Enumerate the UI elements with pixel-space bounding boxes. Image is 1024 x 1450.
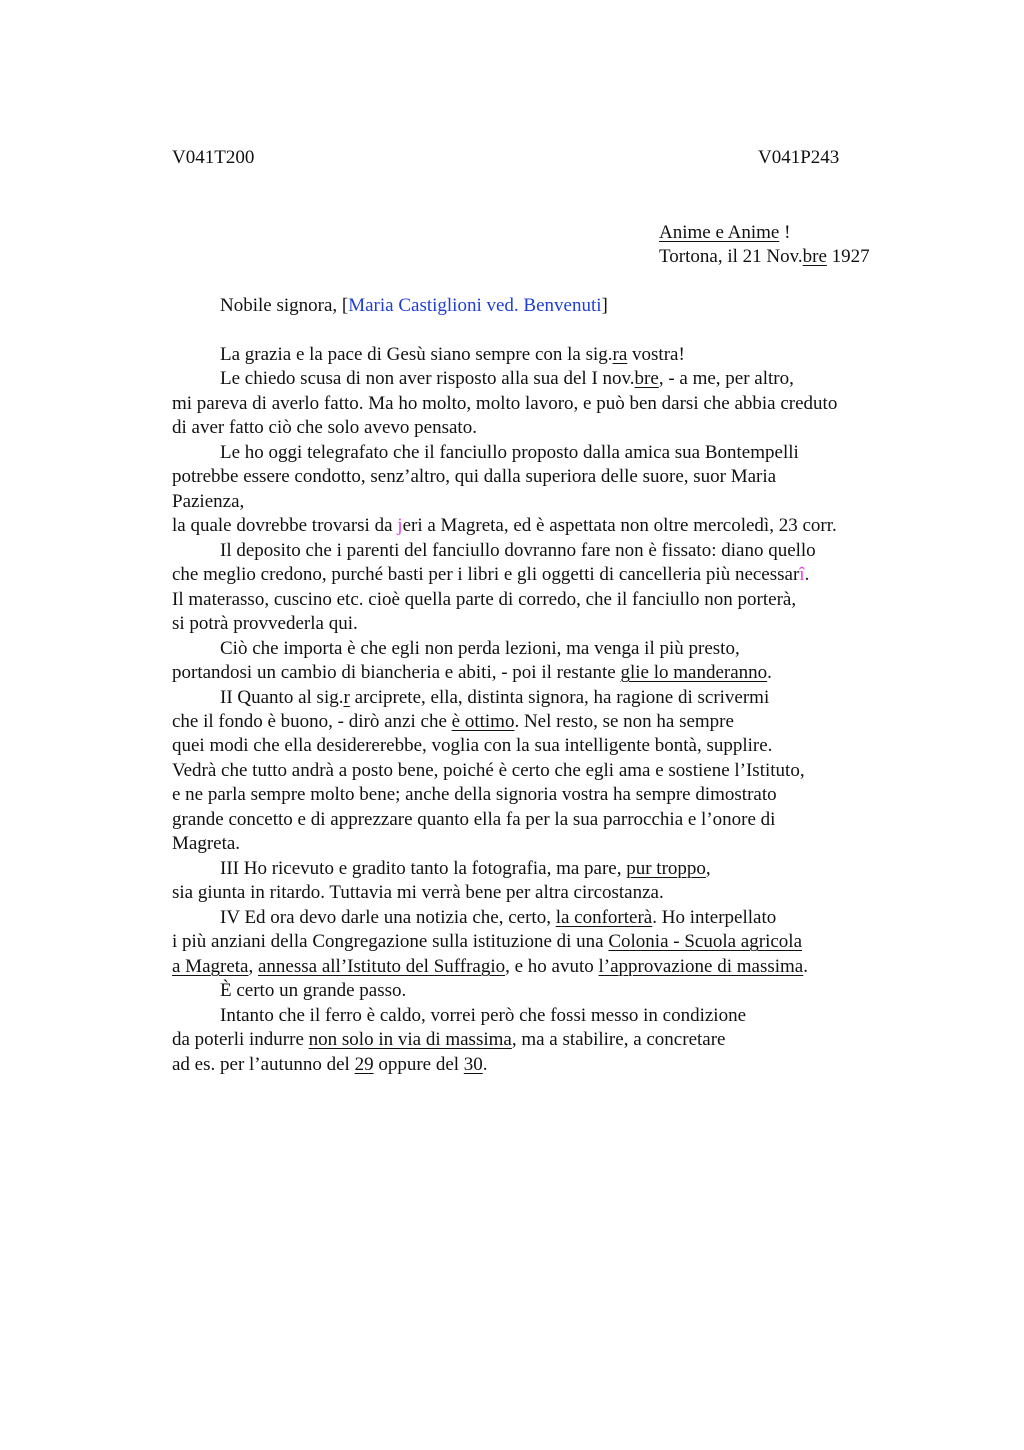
body-line: È certo un grande passo. (220, 980, 407, 1001)
body-line: III Ho ricevuto e gradito tanto la fotografia, ma pare, pur troppo, (220, 858, 711, 879)
body-line: portandosi un cambio di biancheria e abiti, - poi il restante glie lo manderanno. (172, 662, 772, 683)
letter-heading: Anime e Anime ! (659, 222, 791, 243)
salutation: Nobile signora, [Maria Castiglioni ved. Benvenuti] (220, 295, 608, 316)
body-line: che il fondo è buono, - dirò anzi che è ottimo. Nel resto, se non ha sempre (172, 711, 734, 732)
place-date: Tortona, il 21 Nov.bre 1927 (659, 246, 870, 267)
heading-title: Anime e Anime (659, 222, 780, 243)
body-line: Vedrà che tutto andrà a posto bene, poiché è certo che egli ama e sostiene l’Istituto, (172, 760, 805, 781)
body-line: e ne parla sempre molto bene; anche della signoria vostra ha sempre dimostrato (172, 784, 777, 805)
body-line: i più anziani della Congregazione sulla istituzione di una Colonia - Scuola agricola (172, 931, 802, 952)
body-line: mi pareva di averlo fatto. Ma ho molto, molto lavoro, e può ben darsi che abbia creduto (172, 393, 838, 414)
body-line: sia giunta in ritardo. Tuttavia mi verrà bene per altra circostanza. (172, 882, 664, 903)
document-code-left: V041T200 (172, 147, 255, 168)
body-line: a Magreta, annessa all’Istituto del Suffragio, e ho avuto l’approvazione di massima. (172, 956, 808, 977)
body-line: Le ho oggi telegrafato che il fanciullo proposto dalla amica sua Bontempelli (220, 442, 799, 463)
body-line: Il deposito che i parenti del fanciullo dovranno fare non è fissato: diano quello (220, 540, 816, 561)
body-line: da poterli indurre non solo in via di massima, ma a stabilire, a concretare (172, 1029, 726, 1050)
body-line: Intanto che il ferro è caldo, vorrei però che fossi messo in condizione (220, 1005, 747, 1026)
correction-mark: î (799, 564, 805, 585)
body-line: di aver fatto ciò che solo avevo pensato. (172, 417, 477, 438)
body-line: Le chiedo scusa di non aver risposto alla sua del I nov.bre, - a me, per altro, (220, 368, 794, 389)
body-line: quei modi che ella desidererebbe, voglia con la sua intelligente bontà, supplire. (172, 735, 773, 756)
document-code-right: V041P243 (758, 147, 840, 168)
body-line: Pazienza, (172, 491, 245, 512)
body-line: la quale dovrebbe trovarsi da jeri a Magreta, ed è aspettata non oltre mercoledì, 23 corr. (172, 515, 837, 536)
body-line: Il materasso, cuscino etc. cioè quella parte di corredo, che il fanciullo non porterà, (172, 589, 797, 610)
body-line: si potrà provvederla qui. (172, 613, 358, 634)
correction-mark: j (397, 515, 403, 536)
body-line: La grazia e la pace di Gesù siano sempre con la sig.ra vostra! (220, 344, 685, 365)
body-line: II Quanto al sig.r arciprete, ella, distinta signora, ha ragione di scrivermi (220, 687, 770, 708)
body-line: Magreta. (172, 833, 241, 854)
body-line: ad es. per l’autunno del 29 oppure del 30. (172, 1054, 488, 1075)
body-line: che meglio credono, purché basti per i libri e gli oggetti di cancelleria più necessarî. (172, 564, 810, 585)
body-line: Ciò che importa è che egli non perda lezioni, ma venga il più presto, (220, 638, 740, 659)
body-line: potrebbe essere condotto, senz’altro, qui dalla superiora delle suore, suor Maria (172, 466, 777, 487)
body-line: IV Ed ora devo darle una notizia che, certo, la conforterà. Ho interpellato (220, 907, 777, 928)
recipient-name: Maria Castiglioni ved. Benvenuti (348, 295, 602, 316)
body-line: grande concetto e di apprezzare quanto ella fa per la sua parrocchia e l’onore di (172, 809, 776, 830)
